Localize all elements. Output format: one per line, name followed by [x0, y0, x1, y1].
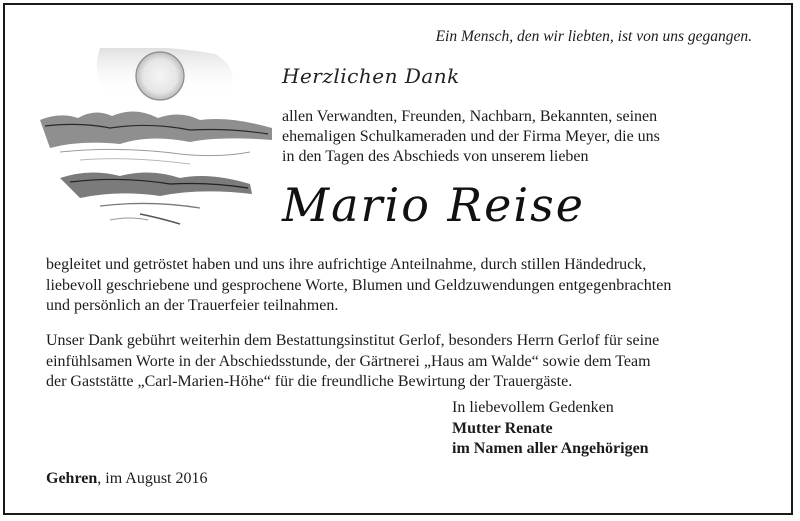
paragraph-line: begleitet und getröstet haben und uns ihre aufrichtige Anteilnahme, durch stillen Händedruck, [46, 256, 647, 273]
signature-closing: In liebevollem Gedenken [452, 399, 614, 416]
signature-name: Mutter Renate [452, 419, 553, 437]
paragraph-line: Unser Dank gebührt weiterhin dem Bestattungsinstitut Gerlof, besonders Herrn Gerlof für seine [46, 332, 660, 349]
place-date [46, 470, 208, 488]
paragraph-acknowledgement [46, 331, 766, 393]
moon-landscape-illustration [40, 48, 272, 228]
deceased-name: Mario Reise [282, 178, 585, 232]
signature-family: im Namen aller Angehörigen [452, 440, 649, 457]
paragraph-thanks [46, 255, 766, 317]
intro-line: in den Tagen des Abschieds von unserem lieben [282, 148, 589, 165]
intro-text [282, 107, 752, 167]
paragraph-line: liebevoll geschriebene und gesprochene Worte, Blumen und Geldzuwendungen entgegenbrachten [46, 276, 672, 294]
date-text: , im August 2016 [97, 470, 208, 487]
paragraph-line: einfühlsamen Worte in der Abschiedsstunde, der Gärtnerei „Haus am Walde“ sowie dem Team [46, 352, 651, 370]
motto-text: Ein Mensch, den wir liebten, ist von uns gegangen. [435, 28, 752, 45]
heading-herzlichen-dank: Herzlichen Dank [282, 64, 460, 88]
paragraph-line: und persönlich an der Trauerfeier teilnahmen. [46, 297, 339, 314]
paragraph-line: der Gaststätte „Carl-Marien-Höhe“ für die freundliche Bewirtung der Trauergäste. [46, 373, 573, 390]
place-name: Gehren [46, 470, 98, 487]
intro-line: ehemaligen Schulkameraden und der Firma Meyer, die uns [282, 128, 660, 145]
intro-line: allen Verwandten, Freunden, Nachbarn, Bekannten, seinen [282, 108, 658, 125]
signature-block [452, 398, 649, 460]
